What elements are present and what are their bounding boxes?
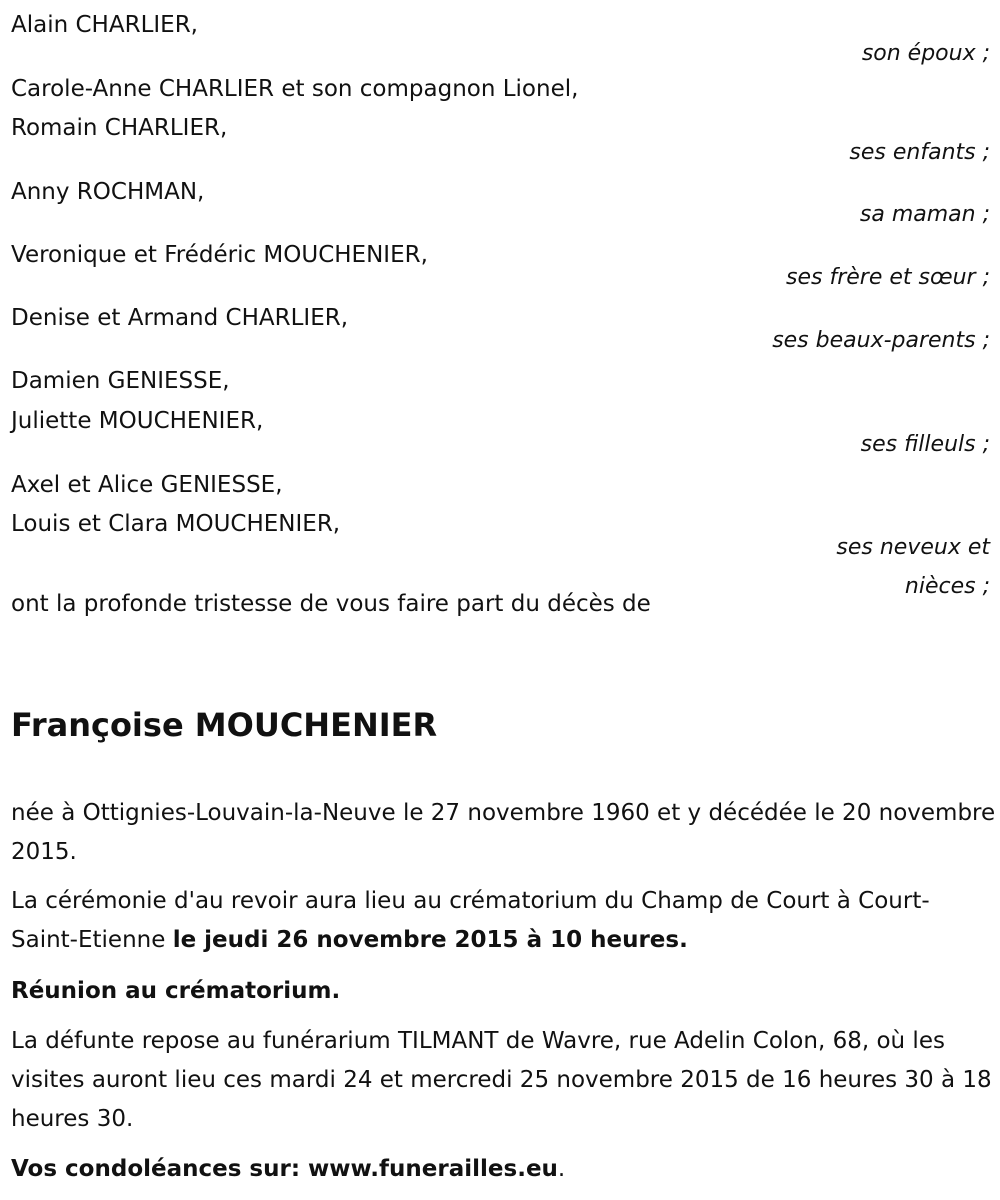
family-role: ses neveux et xyxy=(836,535,990,560)
condolences-text: Vos condoléances sur: www.funerailles.eu xyxy=(11,1156,558,1182)
family-role: ses beaux-parents ; xyxy=(772,328,990,353)
family-role: son époux ; xyxy=(861,41,990,66)
family-role: ses filleuls ; xyxy=(860,432,990,457)
family-name: Juliette MOUCHENIER, xyxy=(11,408,264,434)
birth-death-details: née à Ottignies-Louvain-la-Neuve le 27 novembre 1960 et y décédée le 20 novembre 2015. xyxy=(11,800,996,865)
family-name: Damien GENIESSE, xyxy=(11,368,230,394)
ceremony-details xyxy=(11,882,996,960)
family-name: Veronique et Frédéric MOUCHENIER, xyxy=(11,242,428,268)
family-name: Axel et Alice GENIESSE, xyxy=(11,472,283,498)
ceremony-text: La cérémonie d'au revoir aura lieu au crématorium du Champ de Court à Court-Saint-Etienne xyxy=(11,888,930,953)
family-name: Alain CHARLIER, xyxy=(11,12,198,38)
visits-details: La défunte repose au funérarium TILMANT de Wavre, rue Adelin Colon, 68, où les visites auront lieu ces mardi 24 et mercredi 25 novembre 2015 de 16 heures 30 à 18 heures 30. xyxy=(11,1028,992,1132)
family-name: Denise et Armand CHARLIER, xyxy=(11,305,349,331)
condolences-line xyxy=(11,1150,996,1189)
family-role: sa maman ; xyxy=(859,202,990,227)
family-role: ses enfants ; xyxy=(849,140,990,165)
family-name: Carole-Anne CHARLIER et son compagnon Lionel, xyxy=(11,76,579,102)
family-name: Louis et Clara MOUCHENIER, xyxy=(11,511,341,537)
announcement-intro: ont la profonde tristesse de vous faire part du décès de xyxy=(11,591,651,617)
condolences-period: . xyxy=(557,1156,566,1182)
ceremony-date: le jeudi 26 novembre 2015 à 10 heures. xyxy=(172,927,688,953)
family-name: Anny ROCHMAN, xyxy=(11,179,205,205)
family-name: Romain CHARLIER, xyxy=(11,115,228,141)
family-role: ses frère et sœur ; xyxy=(786,265,990,290)
family-role: nièces ; xyxy=(904,574,990,599)
reunion-note: Réunion au crématorium. xyxy=(11,978,341,1004)
deceased-name: Françoise MOUCHENIER xyxy=(11,706,438,744)
